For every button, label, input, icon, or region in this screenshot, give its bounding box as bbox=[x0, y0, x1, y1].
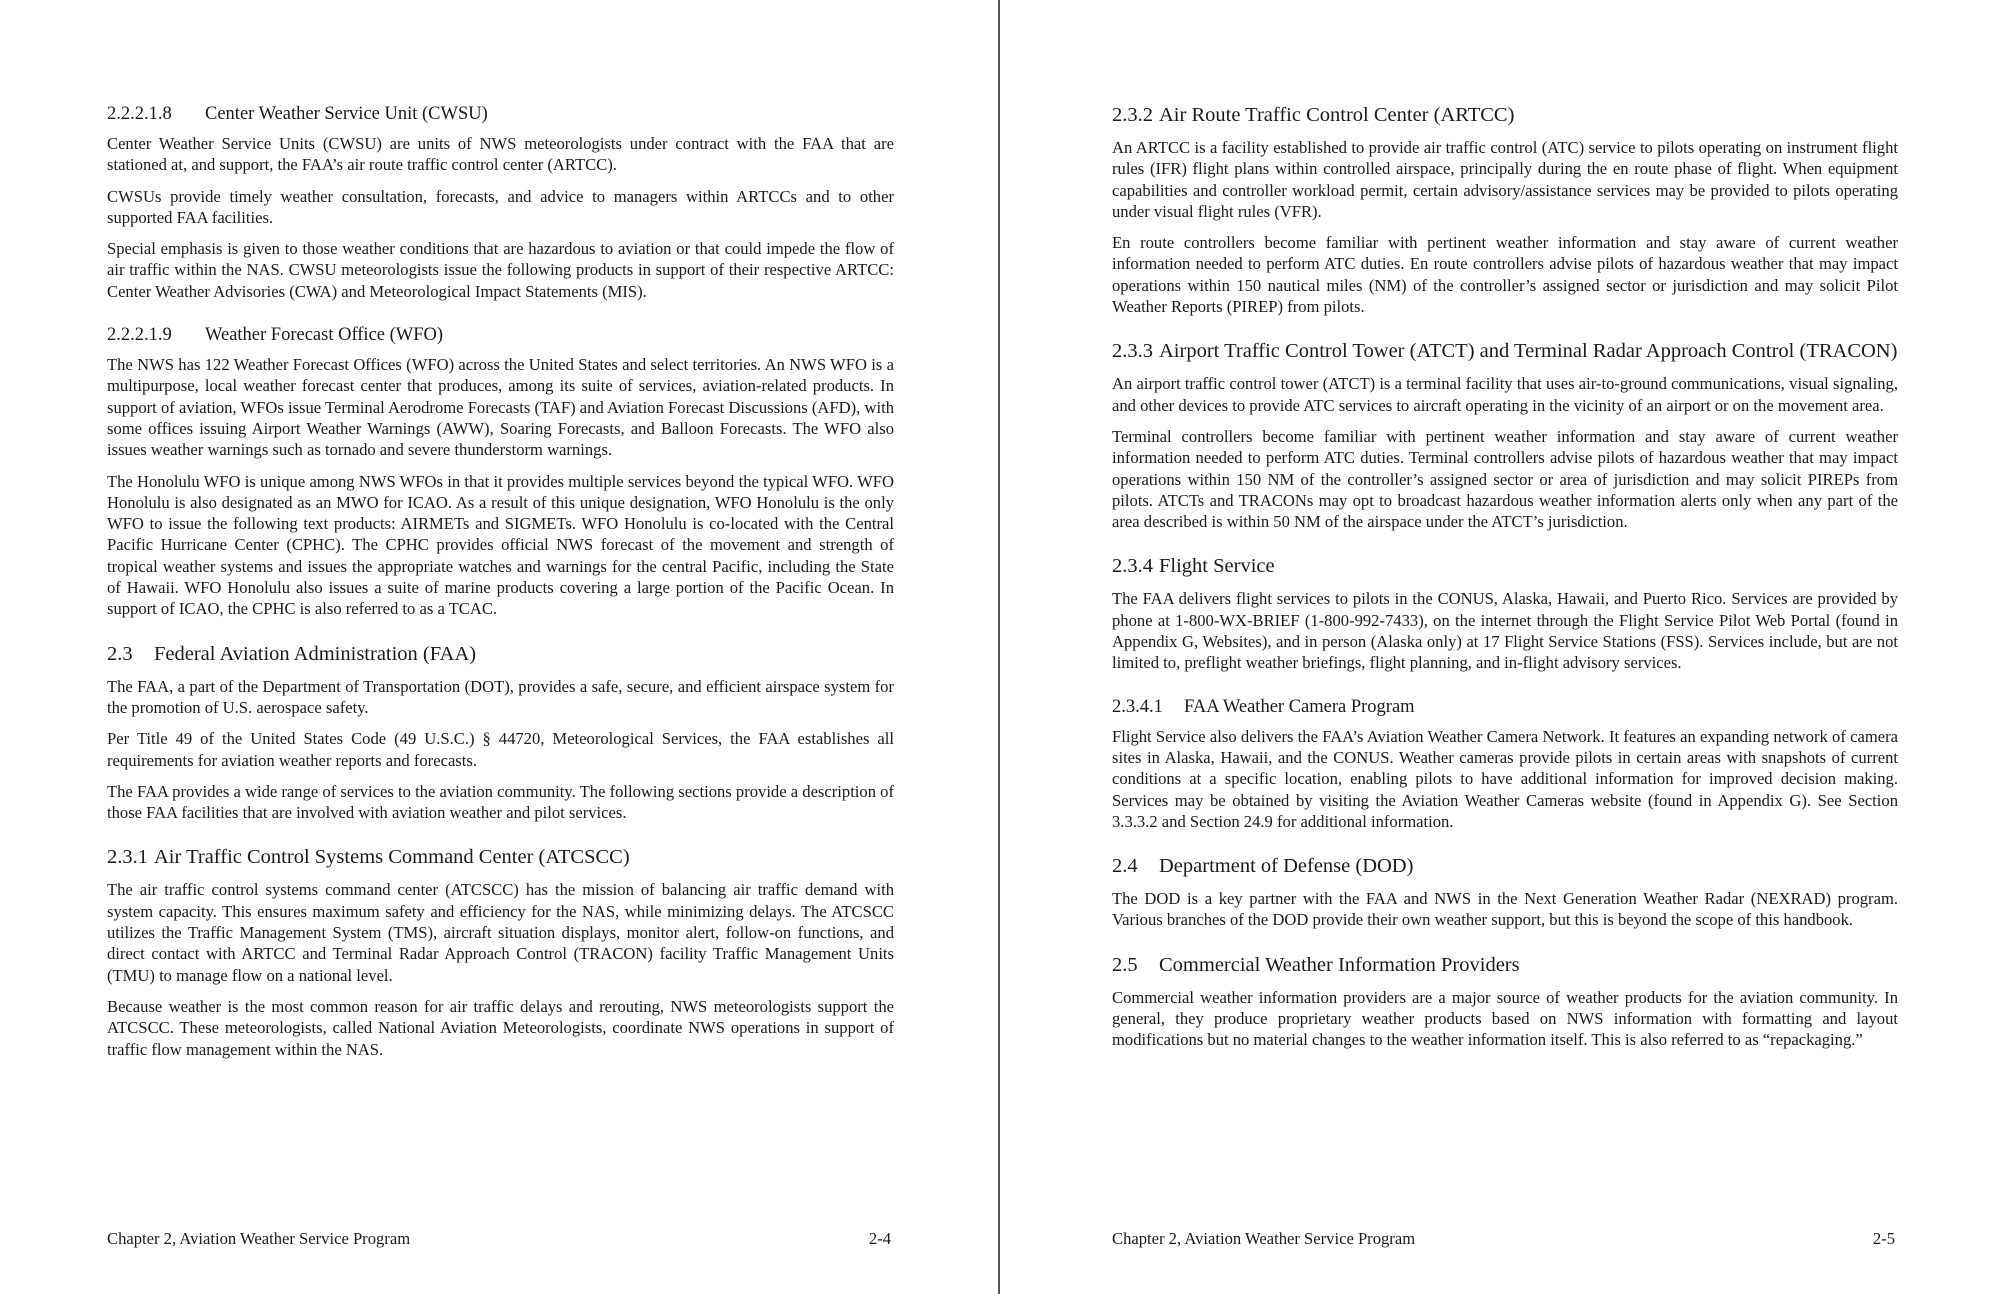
paragraph: The DOD is a key partner with the FAA and NWS in the Next Generation Weather Radar (NEXRAD) program. Various branches of the DOD provide their own weather support, but this is beyond the scope of this handbook. bbox=[1112, 889, 1898, 930]
footer-chapter: Chapter 2, Aviation Weather Service Program bbox=[1112, 1229, 1416, 1248]
section-heading bbox=[107, 324, 894, 346]
section-title: Weather Forecast Office (WFO) bbox=[205, 325, 444, 346]
paragraph: The FAA delivers flight services to pilots in the CONUS, Alaska, Hawaii, and Puerto Rico. Services are provided by phone at 1-800-WX-BRIEF (1-800-992-7433), on the internet through the Flight Service Pilot Web Portal (found in Appendix G, Websites), and in person (Alaska only) at 17 Flight Service Stations (FSS). Services include, but are not limited to, preflight weather briefings, flight planning, and in-flight advisory services. bbox=[1112, 589, 1898, 673]
paragraph: The NWS has 122 Weather Forecast Offices (WFO) across the United States and select territories. An NWS WFO is a multipurpose, local weather forecast center that produces, among its suite of services, aviation-related products. In support of aviation, WFOs issue Terminal Aerodrome Forecasts (TAF) and Aviation Forecast Discussions (AFD), with some offices issuing Airport Weather Warnings (AWW), Soaring Forecasts, and Balloon Forecasts. The WFO also issues weather warnings such as tornado and severe thunderstorm warnings. bbox=[107, 355, 894, 460]
section-number: 2.3.2 bbox=[1112, 104, 1153, 126]
section-heading bbox=[1112, 854, 1898, 879]
section-title: Air Route Traffic Control Center (ARTCC) bbox=[1159, 104, 1515, 126]
paragraph: The air traffic control systems command center (ATCSCC) has the mission of balancing air traffic demand with system capacity. This ensures maximum safety and efficiency for the NAS, while minimizing delays. The ATCSCC utilizes the Traffic Management System (TMS), aircraft situation displays, monitor alert, follow-on functions, and direct contact with ARTCC and Terminal Radar Approach Control (TRACON) facility Traffic Management Units (TMU) to manage flow on a national level. bbox=[107, 880, 894, 985]
section-number: 2.3.4 bbox=[1112, 555, 1153, 578]
section-title: FAA Weather Camera Program bbox=[1184, 696, 1415, 717]
paragraph: The FAA, a part of the Department of Transportation (DOT), provides a safe, secure, and efficient airspace system for the promotion of U.S. aerospace safety. bbox=[107, 676, 894, 717]
section-title: Airport Traffic Control Tower (ATCT) and Terminal Radar Approach Control (TRACON) bbox=[1159, 340, 1898, 363]
section-title: Center Weather Service Unit (CWSU) bbox=[205, 104, 488, 124]
section-heading bbox=[107, 642, 894, 667]
paragraph: The FAA provides a wide range of services to the aviation community. The following sections provide a description of those FAA facilities that are involved with aviation weather and pilot services. bbox=[107, 781, 894, 823]
paragraph: Special emphasis is given to those weather conditions that are hazardous to aviation or that could impede the flow of air traffic within the NAS. CWSU meteorologists issue the following products in support of their respective ARTCC: Center Weather Advisories (CWA) and Meteorological Impact Statements (MIS). bbox=[107, 239, 894, 301]
section-number: 2.5 bbox=[1112, 953, 1138, 976]
section-number: 2.3.4.1 bbox=[1112, 696, 1163, 717]
section-title: Federal Aviation Administration (FAA) bbox=[154, 642, 477, 665]
section-heading bbox=[1112, 103, 1898, 128]
right-page bbox=[1002, 0, 2000, 1294]
paragraph: An ARTCC is a facility established to provide air traffic control (ATC) service to pilots operating on instrument flight rules (IFR) flight plans within controlled airspace, principally during the en route phase of flight. When equipment capabilities and controller workload permit, certain advisory/assistance services may be provided to pilots operating under visual flight rules (VFR). bbox=[1112, 138, 1898, 221]
left-page bbox=[0, 0, 998, 1294]
section-heading bbox=[1112, 554, 1898, 579]
section-number: 2.2.2.1.9 bbox=[107, 325, 172, 346]
paragraph: En route controllers become familiar with pertinent weather information and stay aware of current weather information needed to perform ATC duties. En route controllers advise pilots of hazardous weather that may impact operations within 150 nautical miles (NM) of the controller’s assigned sector or jurisdiction and may solicit Pilot Weather Reports (PIREP) from pilots. bbox=[1112, 233, 1898, 317]
section-heading bbox=[107, 103, 894, 125]
paragraph: Center Weather Service Units (CWSU) are units of NWS meteorologists under contract with the FAA that are stationed at, and support, the FAA’s air route traffic control center (ARTCC). bbox=[107, 134, 894, 175]
page-footer bbox=[107, 1229, 891, 1249]
section-title: Commercial Weather Information Providers bbox=[1159, 953, 1520, 976]
paragraph: Flight Service also delivers the FAA’s Aviation Weather Camera Network. It features an expanding network of camera sites in Alaska, Hawaii, and the CONUS. Weather cameras provide pilots in certain areas with snapshots of current conditions at a specific location, enabling pilots to have additional information for improved decision making. Services may be obtained by visiting the Aviation Weather Cameras website (found in Appendix G). See Section 3.3.3.2 and Section 24.9 for additional information. bbox=[1112, 726, 1898, 831]
section-heading bbox=[107, 845, 894, 870]
section-number: 2.2.2.1.8 bbox=[107, 104, 172, 124]
section-heading bbox=[1112, 953, 1898, 978]
paragraph: CWSUs provide timely weather consultation, forecasts, and advice to managers within ARTCCs and to other supported FAA facilities. bbox=[107, 186, 894, 227]
section-title: Flight Service bbox=[1159, 555, 1275, 578]
paragraph: Per Title 49 of the United States Code (49 U.S.C.) § 44720, Meteorological Services, the FAA establishes all requirements for aviation weather reports and forecasts. bbox=[107, 729, 894, 770]
right-page-content bbox=[1112, 103, 1898, 1061]
paragraph: An airport traffic control tower (ATCT) is a terminal facility that uses air-to-ground communications, visual signaling, and other devices to provide ATC services to aircraft operating in the vicinity of an airport or on the movement area. bbox=[1112, 374, 1898, 415]
paragraph: Because weather is the most common reason for air traffic delays and rerouting, NWS meteorologists support the ATCSCC. These meteorologists, called National Aviation Meteorologists, coordinate NWS operations in support of traffic flow management within the NAS. bbox=[107, 996, 894, 1059]
footer-page-number: 2-4 bbox=[868, 1229, 891, 1248]
page-footer bbox=[1112, 1229, 1895, 1249]
section-title: Department of Defense (DOD) bbox=[1159, 855, 1414, 878]
section-number: 2.3.1 bbox=[107, 846, 148, 869]
section-number: 2.4 bbox=[1112, 855, 1138, 878]
left-page-content bbox=[107, 103, 894, 1070]
section-title: Air Traffic Control Systems Command Center (ATCSCC) bbox=[154, 846, 630, 869]
section-heading bbox=[1112, 339, 1898, 364]
paragraph: Terminal controllers become familiar with pertinent weather information and stay aware of current weather information needed to perform ATC duties. Terminal controllers advise pilots of hazardous weather that may impact operations within 150 NM of the controller’s assigned sector or area of jurisdiction and may solicit PIREPs from pilots. ATCTs and TRACONs may opt to broadcast hazardous weather information alerts only when any part of the area described is within 50 NM of the airspace under the ATCT’s jurisdiction. bbox=[1112, 426, 1898, 532]
paragraph: The Honolulu WFO is unique among NWS WFOs in that it provides multiple services beyond the typical WFO. WFO Honolulu is also designated as an MWO for ICAO. As a result of this unique designation, WFO Honolulu is the only WFO to issue the following text products: AIRMETs and SIGMETs. WFO Honolulu is co-located with the Central Pacific Hurricane Center (CPHC). The CPHC provides official NWS forecast of the movement and strength of tropical weather systems and issues the appropriate watches and warnings for the central Pacific, including the State of Hawaii. WFO Honolulu also issues a suite of marine products covering a large portion of the Pacific Ocean. In support of ICAO, the CPHC is also referred to as a TCAC. bbox=[107, 471, 894, 619]
page-divider bbox=[998, 0, 1000, 1294]
section-number: 2.3 bbox=[107, 642, 133, 665]
footer-page-number: 2-5 bbox=[1872, 1229, 1895, 1248]
section-heading bbox=[1112, 696, 1898, 718]
section-number: 2.3.3 bbox=[1112, 340, 1153, 363]
paragraph: Commercial weather information providers are a major source of weather products for the aviation community. In general, they produce proprietary weather products based on NWS information with formatting and layout modifications but no material changes to the weather information itself. This is also referred to as “repackaging.” bbox=[1112, 987, 1898, 1050]
footer-chapter: Chapter 2, Aviation Weather Service Program bbox=[107, 1229, 411, 1248]
